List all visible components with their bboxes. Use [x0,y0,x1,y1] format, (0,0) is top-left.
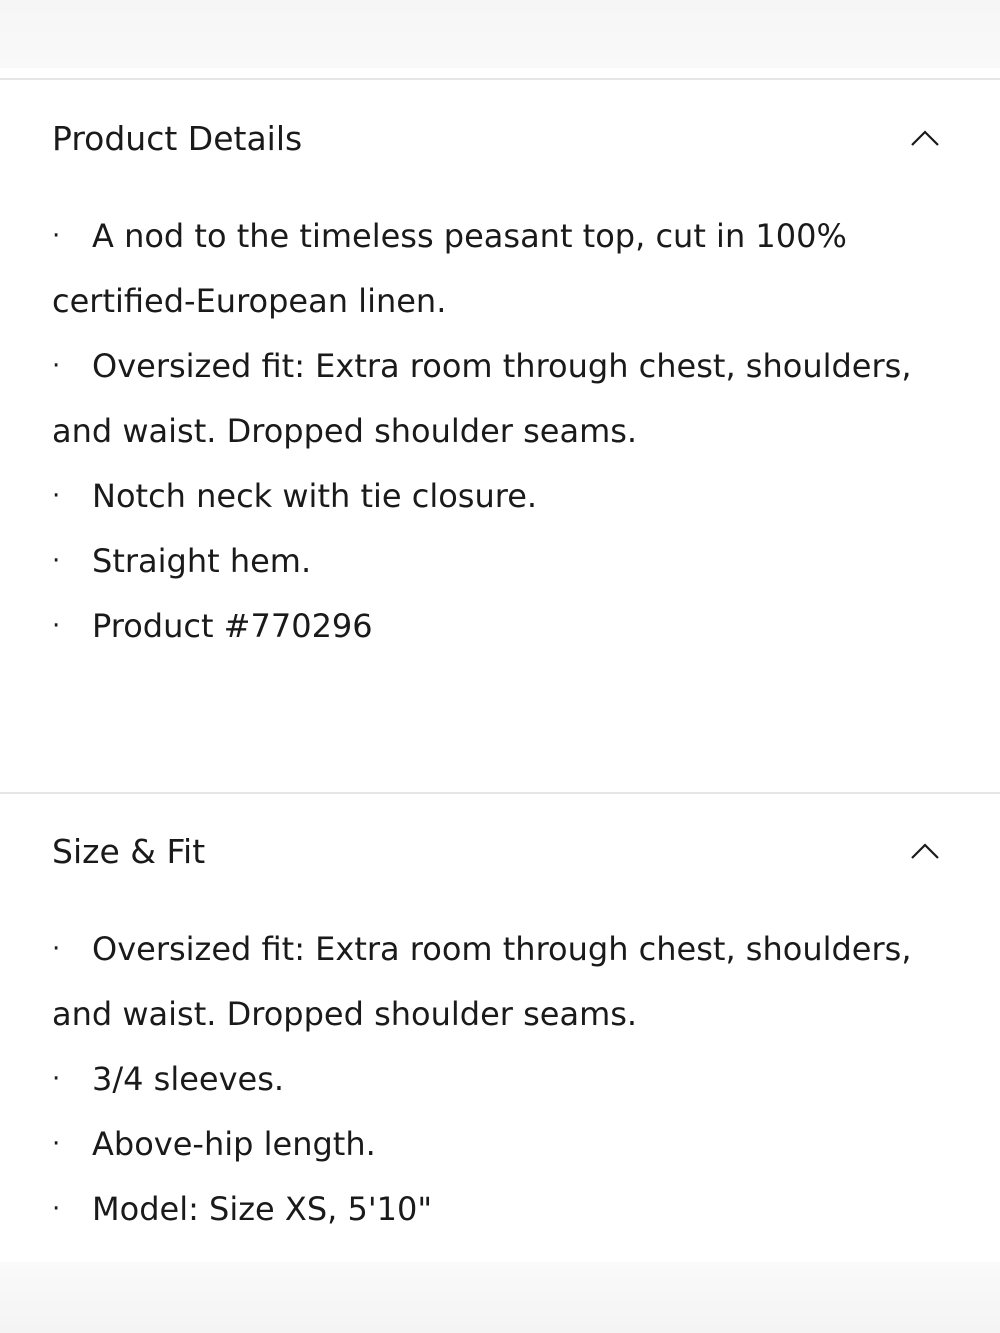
bottom-page-edge [0,1262,1000,1333]
chevron-up-icon[interactable] [908,834,942,868]
size-fit-header[interactable] [52,821,952,881]
list-item [52,1047,932,1112]
bullet-dot: · [52,1129,61,1159]
section-divider [0,792,1000,794]
list-item [52,204,932,334]
bullet-dot: · [52,546,61,576]
list-item-text: Product #770296 [92,607,373,645]
size-fit-title: Size & Fit [52,831,206,871]
product-details-title: Product Details [52,118,303,158]
size-fit-list [52,917,932,1242]
list-item-text: Notch neck with tie closure. [92,477,538,515]
bullet-dot: · [52,221,61,251]
bullet-dot: · [52,481,61,511]
list-item-text: A nod to the timeless peasant top, cut in 100% certified-European linen. [52,217,847,320]
list-item-text: 3/4 sleeves. [92,1060,285,1098]
list-item [52,917,932,1047]
list-item [52,464,932,529]
bullet-dot: · [52,611,61,641]
product-details-list [52,204,932,659]
chevron-up-icon[interactable] [908,121,942,155]
list-item [52,1112,932,1177]
list-item-text: Above-hip length. [92,1125,376,1163]
list-item-text: Oversized fit: Extra room through chest, shoulders, and waist. Dropped shoulder seams. [52,930,912,1033]
section-divider [0,78,1000,80]
product-details-header[interactable] [52,108,952,168]
list-item [52,529,932,594]
top-page-edge [0,0,1000,68]
bullet-dot: · [52,934,61,964]
list-item-text: Straight hem. [92,542,312,580]
list-item [52,1177,932,1242]
bullet-dot: · [52,351,61,381]
list-item-text: Oversized fit: Extra room through chest, shoulders, and waist. Dropped shoulder seams. [52,347,912,450]
list-item [52,334,932,464]
bullet-dot: · [52,1194,61,1224]
list-item [52,594,932,659]
bullet-dot: · [52,1064,61,1094]
list-item-text: Model: Size XS, 5'10" [92,1190,433,1228]
